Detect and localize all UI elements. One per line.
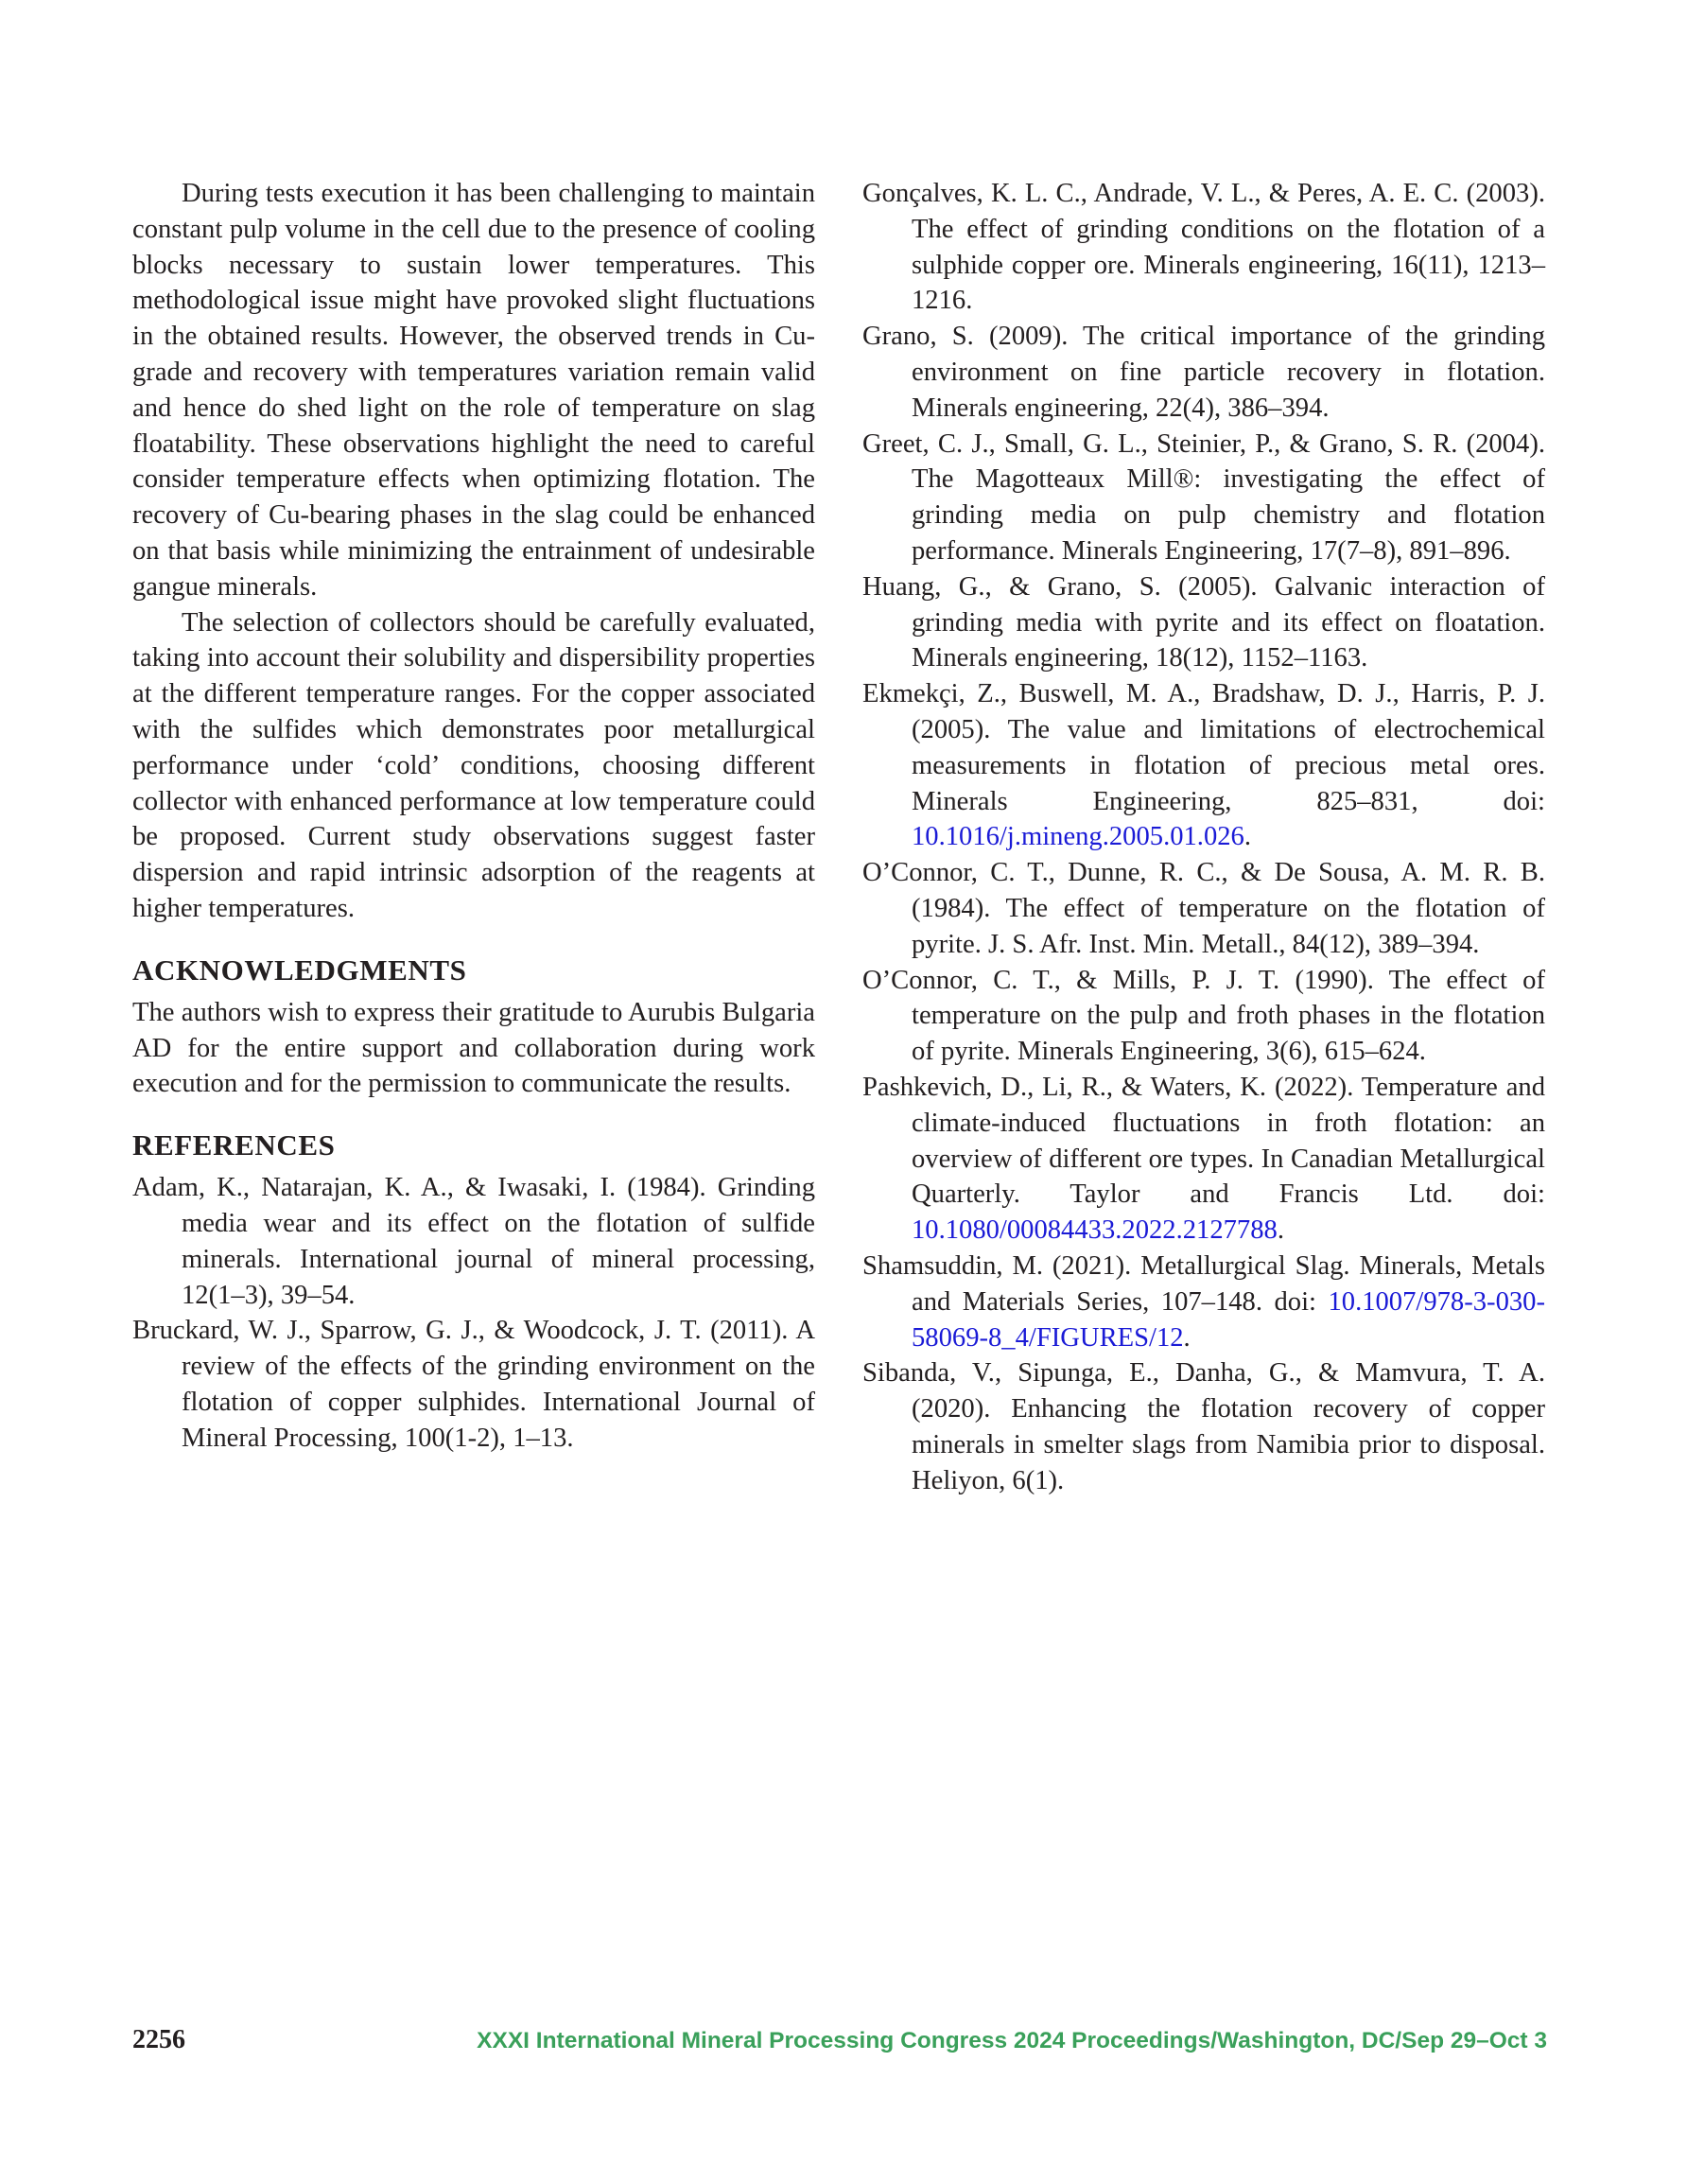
reference-item: [862, 1249, 1545, 1355]
acknowledgments-text: The authors wish to express their gratitude to Aurubis Bulgaria AD for the entire support and collaboration during work execution and for the permission to communicate the results.: [132, 997, 815, 1099]
reference-text: Ekmekçi, Z., Buswell, M. A., Bradshaw, D. J., Harris, P. J. (2005). The value and limitations of electrochemical measurements in flotation of precious metal ores. Minerals Engineering, 825–831, doi:: [862, 679, 1545, 816]
reference-item: Bruckard, W. J., Sparrow, G. J., & Woodcock, J. T. (2011). A review of the effects of the grinding environment on the flotation of copper sulphides. International Journal of Mineral Processing, 100(1-2), 1–13.: [132, 1316, 815, 1453]
reference-tail: .: [1244, 822, 1252, 852]
reference-item: [862, 963, 1545, 1070]
running-title: XXXI International Mineral Processing Congress 2024 Proceedings/Washington, DC/Sep 29–Oct 3: [477, 2028, 1547, 2053]
reference-item: [862, 855, 1545, 962]
reference-item: [862, 319, 1545, 426]
reference-item: [862, 1355, 1545, 1498]
reference-text: Grano, S. (2009). The critical importance of the grinding environment on fine particle recovery in flotation. Minerals engineering, 22(4), 386–394.: [862, 322, 1545, 423]
page-footer: [132, 2025, 1547, 2055]
page-number: 2256: [132, 2025, 185, 2054]
reference-item: [862, 176, 1545, 319]
reference-text: Sibanda, V., Sipunga, E., Danha, G., & Mamvura, T. A. (2020). Enhancing the flotation recovery of copper minerals in smelter slags from Namibia prior to disposal. Heliyon, 6(1).: [862, 1358, 1545, 1495]
reference-text: Shamsuddin, M. (2021). Metallurgical Slag. Minerals, Metals and Materials Series, 107–148. doi:: [862, 1250, 1545, 1317]
reference-text: Pashkevich, D., Li, R., & Waters, K. (2022). Temperature and climate-induced fluctuations in froth flotation: an overview of different ore types. In Canadian Metallurgical Quarterly. Taylor and Francis Ltd. doi:: [862, 1072, 1545, 1210]
acknowledgments-heading: ACKNOWLEDGMENTS: [132, 952, 467, 987]
reference-text: Greet, C. J., Small, G. L., Steinier, P., & Grano, S. R. (2004). The Magotteaux Mill®: investigating the effect of grinding media on pulp chemistry and flotation performance. Minerals Engineering, 17(7–8), 891–896.: [862, 428, 1545, 566]
reference-item: [862, 676, 1545, 855]
reference-text: Gonçalves, K. L. C., Andrade, V. L., & Peres, A. E. C. (2003). The effect of grinding conditions on the flotation of a sulphide copper ore. Minerals engineering, 16(11), 1213–1216.: [862, 179, 1545, 316]
reference-text: O’Connor, C. T., & Mills, P. J. T. (1990). The effect of temperature on the pulp and froth phases in the flotation of pyrite. Minerals Engineering, 3(6), 615–624.: [862, 965, 1545, 1067]
left-column: [132, 176, 815, 1457]
doi-link[interactable]: 10.1080/00084433.2022.2127788: [912, 1215, 1278, 1246]
right-column: [862, 176, 1545, 1498]
body-paragraph-2: The selection of collectors should be carefully evaluated, taking into account their solubility and dispersibility properties at the different temperature ranges. For the copper associated with the sulfides which demonstrates poor metallurgical performance under ‘cold’ conditions, choosing different collector with enhanced performance at low temperature could be proposed. Current study observations suggest faster dispersion and rapid intrinsic adsorption of the reagents at higher temperatures.: [132, 607, 815, 923]
reference-text: O’Connor, C. T., Dunne, R. C., & De Sousa, A. M. R. B. (1984). The effect of temperature on the flotation of pyrite. J. S. Afr. Inst. Min. Metall., 84(12), 389–394.: [862, 858, 1545, 959]
reference-tail: .: [1183, 1322, 1191, 1353]
doi-link[interactable]: 10.1016/j.mineng.2005.01.026: [912, 822, 1244, 852]
reference-item: [862, 569, 1545, 676]
reference-item: [862, 1070, 1545, 1249]
body-paragraph-1: During tests execution it has been challenging to maintain constant pulp volume in the cell due to the presence of cooling blocks necessary to sustain lower temperatures. This methodological issue might have provoked slight fluctuations in the obtained results. However, the observed trends in Cu-grade and recovery with temperatures variation remain valid and hence do shed light on the role of temperature on slag floatability. These observations highlight the need to careful consider temperature effects when optimizing flotation. The recovery of Cu-bearing phases in the slag could be enhanced on that basis while minimizing the entrainment of undesirable gangue minerals.: [132, 179, 815, 602]
references-heading: REFERENCES: [132, 1128, 336, 1162]
reference-tail: .: [1277, 1215, 1284, 1246]
doi-link[interactable]: 10.1007/978-3-030-58069-8_4/FIGURES/12: [912, 1286, 1545, 1353]
reference-text: Huang, G., & Grano, S. (2005). Galvanic interaction of grinding media with pyrite and its effect on floatation. Minerals engineering, 18(12), 1152–1163.: [862, 571, 1545, 673]
reference-item: [862, 427, 1545, 569]
reference-item: Adam, K., Natarajan, K. A., & Iwasaki, I. (1984). Grinding media wear and its effect on the flotation of sulfide minerals. International journal of mineral processing, 12(1–3), 39–54.: [132, 1173, 815, 1310]
